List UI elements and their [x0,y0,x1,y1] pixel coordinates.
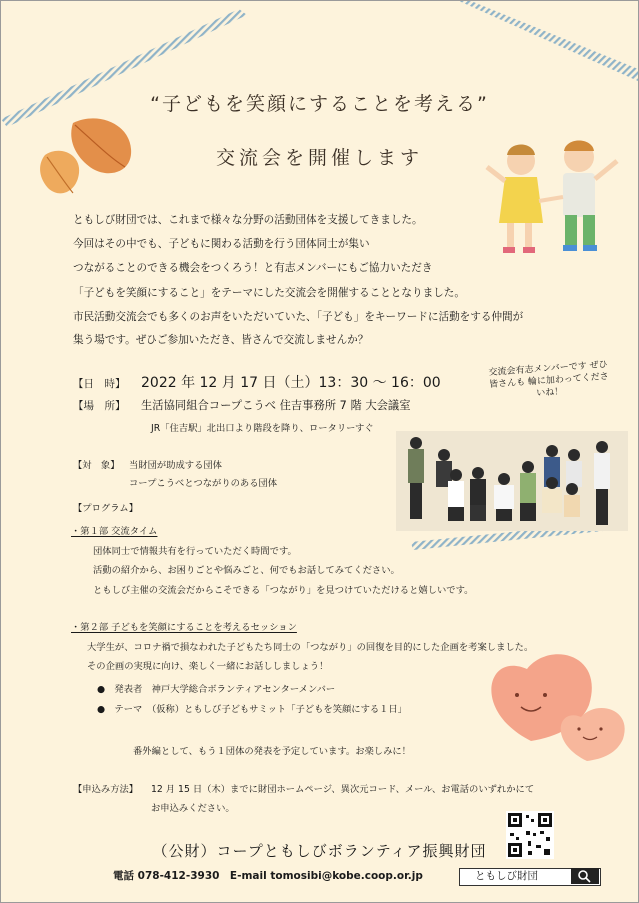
part2-heading: ・第２部 子どもを笑顔にすることを考えるセッション [71,622,297,633]
organization-name: （公財）コープともしびボランティア振興財団 [152,842,487,860]
part1-heading: ・第１部 交流タイム [71,526,158,537]
program-label: 【プログラム】 [73,503,138,514]
part2-line: 大学生が、コロナ禍で損なわれた子どもたち同士の「つながり」の回復を目的にした企画を考案しました。 [87,642,534,653]
group-photo-drawing [396,431,628,531]
contact-info: 電話 078-412-3930 E-mail tomosibi@kobe.coop.or.jp [113,870,423,882]
place-note: JR「住吉駅」北出口より階段を降り、ロータリーすぐ [151,423,374,434]
date-label: 【日 時】 [73,378,126,390]
intro-line: 集う場です。ぜひご参加いただき、皆さんで交流しませんか？ [73,334,369,346]
part1-line: 団体同士で情報共有を行っていただく時間です。 [93,546,297,557]
intro-line: つながることのできる機会をつくろう！と有志メンバーにもご協力いただき [73,262,433,274]
place-label: 【場 所】 [73,400,126,412]
extra-note: 番外編として、もう１団体の発表を予定しています。お楽しみに！ [133,746,411,757]
intro-line: 今回はその中でも、子どもに関わる活動を行う団体同士が集い [73,238,370,250]
target-line: コープこうべとつながりのある団体 [129,478,278,489]
part2-line: その企画の実現に向け、楽しく一緒にお話ししましょう！ [87,661,329,672]
hearts-illustration [491,654,624,761]
part2-presenter: ● 発表者 神戸大学総合ボランティアセンターメンバー [97,684,336,695]
date-value: 2022 年 12 月 17 日（土）13：30 ～ 16：00 [141,375,441,391]
intro-line: ともしび財団では、これまで様々な分野の活動団体を支援してきました。 [73,214,423,226]
stripe-top-right [459,1,638,81]
part1-line: 活動の紹介から、お困りごとや悩みごと、何でもお話してみてください。 [93,565,400,576]
volunteer-callout: 交流会有志メンバーです ぜひ皆さんも 輪に加わってくださいね！ [488,359,610,400]
intro-line: 市民活動交流会でも多くのお声をいただいていた、「子ども」をキーワードに活動をする仲間が [73,311,524,323]
search-icon [571,868,599,884]
flyer-subtitle: 交流会を開催します [215,147,423,169]
apply-label: 【申込み方法】 [73,784,139,795]
part2-theme: ● テーマ （仮称）ともしび子どもサミット「子どもを笑顔にする１日」 [97,704,408,715]
part1-line: ともしび主催の交流会だからこそできる「つながり」を見つけていただけると嬉しいです。 [93,585,474,596]
target-line: 当財団が助成する団体 [129,460,222,471]
apply-line: お申込みください。 [151,803,235,814]
target-label: 【対 象】 [73,460,120,471]
place-value: 生活協同組合コープこうべ 住吉事務所 7 階 大会議室 [141,399,411,412]
search-box-label: ともしび財団 [475,870,538,882]
group-photo [396,431,628,531]
intro-line: 「子どもを笑顔にすること」をテーマにした交流会を開催することとなりました。 [73,287,465,299]
flyer-title: “子どもを笑顔にすることを考える” [150,93,489,115]
search-button[interactable] [571,868,599,884]
apply-line: 12 月 15 日（木）までに財団ホームページ、異次元コード、メール、お電話のいずれかにて [151,784,535,795]
